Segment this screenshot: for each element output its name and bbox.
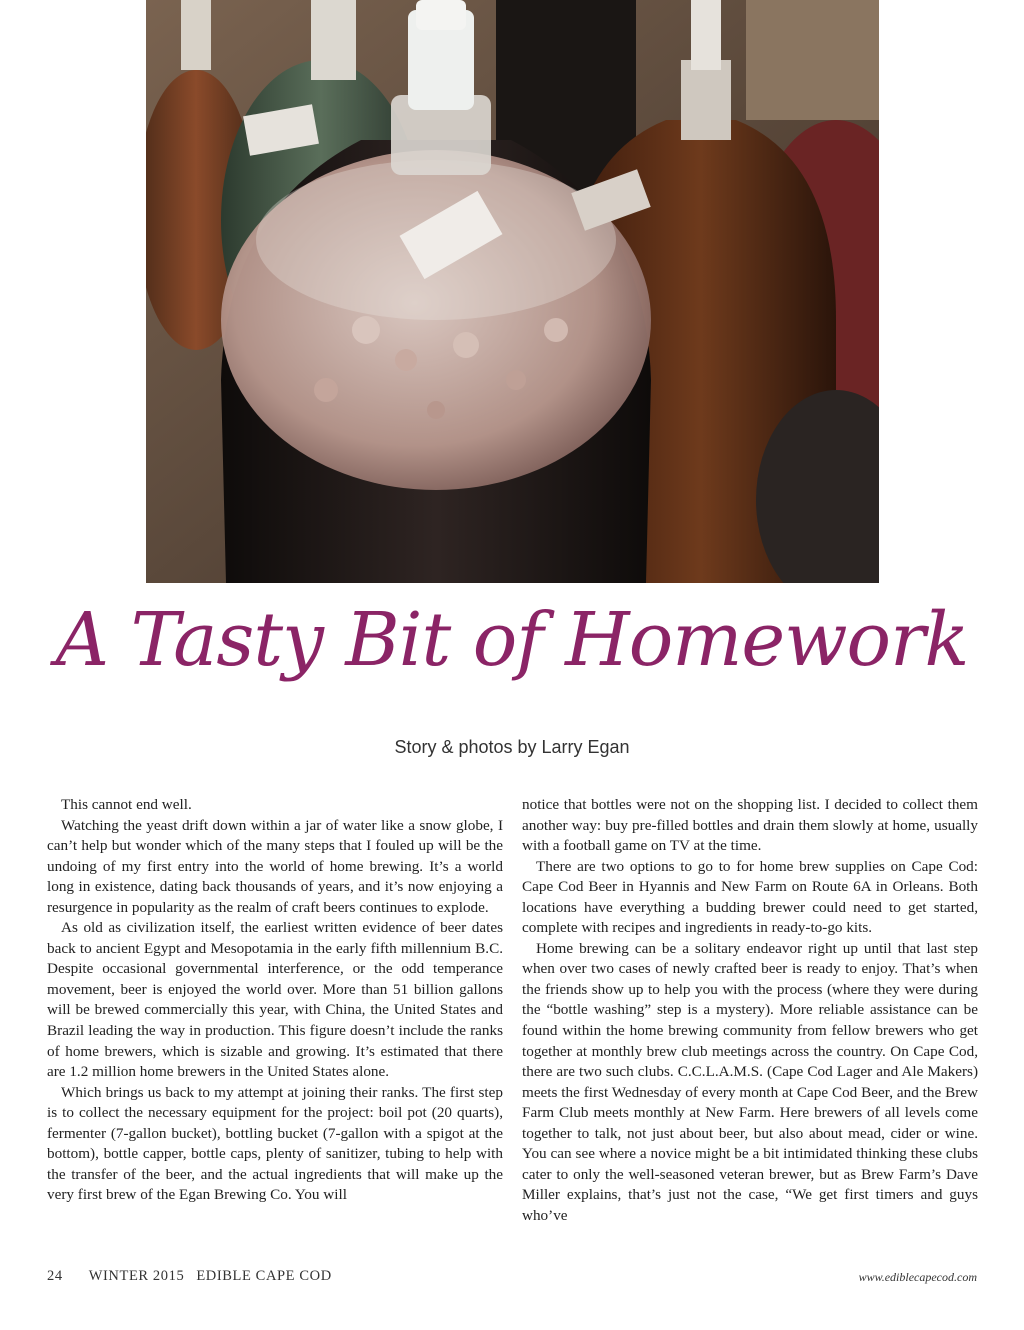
article-right-column [522,795,978,1226]
paragraph: There are two options to go to for home brew supplies on Cape Cod: Cape Cod Beer in Hyannis and New Farm on Route 6A in Orleans. Both locations have everything a budding brewer could need to get started, complete with recipes and ingredients in ready-to-go kits. [522,857,978,937]
paragraph: Which brings us back to my attempt at joining their ranks. The first step is to collect the necessary equipment for the project: boil pot (20 quarts), fermenter (7-gallon bucket), bottling bucket (7-gallon with a spigot at the bottom), bottle capper, bottle caps, plenty of sanitizer, tubing to help with the transfer of the beer, and the actual ingredients that will make up the very first brew of the Egan Brewing Co. You will [47,1083,503,1204]
article-left-column [47,795,503,1206]
paragraph: Watching the yeast drift down within a jar of water like a snow globe, I can’t help but wonder which of the many steps that I fouled up will be the undoing of my first entry into the world of home brewing. It’s a world long in existence, dating back thousands of years, and it’s now enjoying a resurgence in popularity as the realm of craft beers continues to explode. [47,816,503,916]
article-byline: Story & photos by Larry Egan [394,737,630,757]
website-url[interactable]: www.ediblecapecod.com [858,1270,977,1284]
issue-label: WINTER 2015 [88,1268,185,1284]
paragraph: As old as civilization itself, the earliest written evidence of beer dates back to ancient Egypt and Mesopotamia in the early fifth millennium B.C. Despite occasional governmental interference, or the odd temperance movement, beer is enjoyed the world over. More than 51 billion gallons will be brewed commercially this year, with China, the United States and Brazil leading the way in production. This figure doesn’t include the ranks of home brewers, which is sizable and growing. It’s estimated that there are 1.2 million home brewers in the United States alone. [47,919,503,1081]
page-number: 24 [47,1268,63,1284]
article-title: A Tasty Bit of Homework [55,597,969,683]
paragraph: This cannot end well. [61,796,192,813]
footer-folio [47,1268,358,1285]
article-photo [146,0,879,583]
publication-name: EDIBLE CAPE COD [196,1268,332,1284]
carboy-photo-icon [146,0,879,583]
paragraph: notice that bottles were not on the shopping list. I decided to collect them another way: buy pre-filled bottles and drain them slowly at home, usually with a football game on TV at the time. [522,796,978,855]
paragraph: Home brewing can be a solitary endeavor right up until that last step when over two cases of newly crafted beer is ready to enjoy. That’s when the friends show up to help you with the process (where they were during the “bottle washing” step is a mystery). More reliable assistance can be found within the home brewing community from fellow brewers who get together at monthly brew club meetings across the country. On Cape Cod, there are two such clubs. C.C.L.A.M.S. (Cape Cod Lager and Ale Makers) meets the first Wednesday of every month at Cape Cod Beer, and the Brew Farm Club meets monthly at New Farm. Here brewers of all levels come together to talk, not just about beer, but also about mead, cider or wine. You can see where a novice might be a bit intimidated thinking these clubs cater to only the well-seasoned veteran brewer, but as Brew Farm’s Dave Miller explains, that’s just not the case, “We get first timers and guys who’ve [522,939,978,1224]
